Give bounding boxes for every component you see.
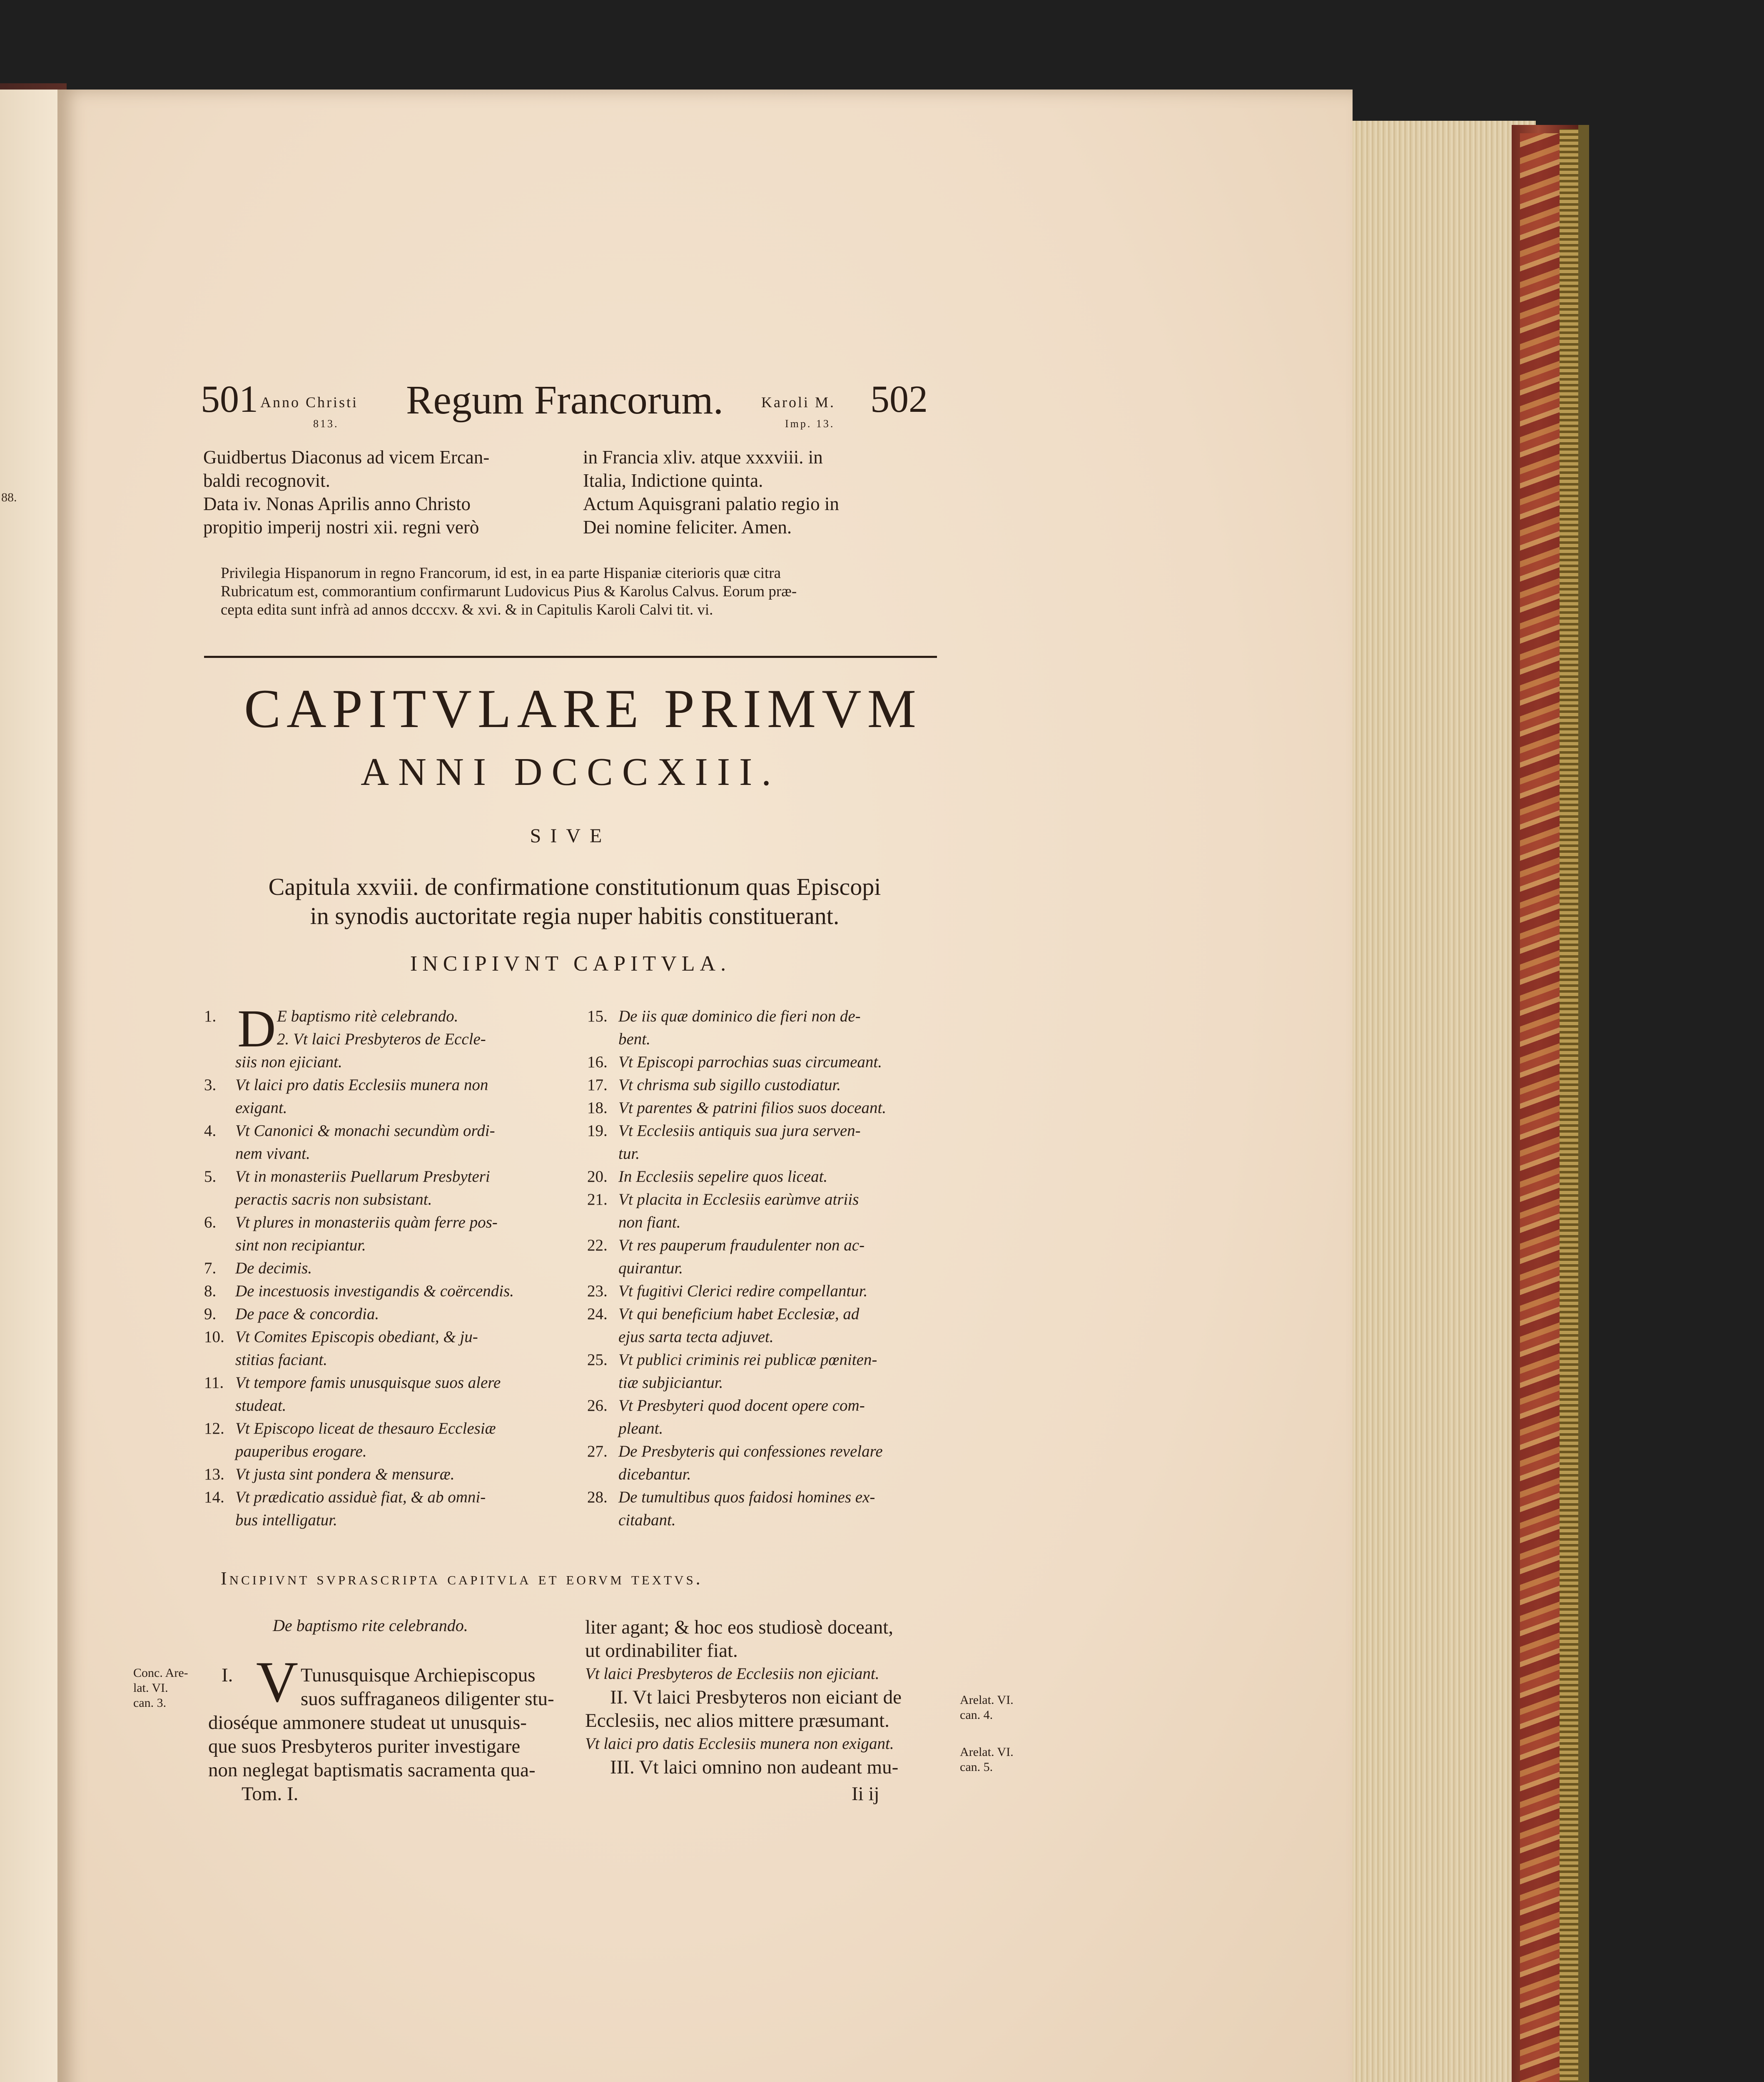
- page-number-right: 502: [870, 378, 928, 420]
- capitulum-line: [204, 1074, 571, 1097]
- drop-cap-v: V: [256, 1650, 299, 1714]
- capitulum-line: [587, 1189, 954, 1212]
- header-imp: Imp. 13.: [785, 418, 835, 430]
- capitulum-line: [204, 1189, 571, 1212]
- capitulum-text: Vt fugitivi Clerici redire compellantur.: [618, 1282, 868, 1300]
- header-title: Regum Francorum.: [406, 378, 724, 423]
- capitulum-text: Vt Presbyteri quod docent opere com-: [618, 1397, 865, 1415]
- capitulum-text: tiæ subjiciantur.: [618, 1374, 723, 1392]
- capitulum-text: Vt parentes & patrini filios suos doceant.: [618, 1099, 887, 1117]
- capitulum-number: 13.: [204, 1465, 224, 1483]
- page-edges: [1353, 121, 1536, 2082]
- capitulum-number: 26.: [587, 1397, 608, 1415]
- body-line: que suos Presbyteros puriter investigare: [208, 1736, 521, 1757]
- capitulum-line: [587, 1006, 954, 1029]
- capitulum-number: 7.: [204, 1259, 217, 1277]
- body-line: non neglegat baptismatis sacramenta qua-: [208, 1759, 536, 1781]
- page-number-left: 501: [201, 378, 258, 420]
- incipiunt-capitula: INCIPIVNT CAPITVLA.: [410, 952, 731, 976]
- capitulum-text: Vt Episcopi parrochias suas circumeant.: [618, 1053, 882, 1071]
- capitulum-text: tur.: [618, 1145, 640, 1163]
- capitulum-number: 18.: [587, 1099, 608, 1117]
- marbled-endpaper: [1520, 133, 1560, 2082]
- capitulum-number: 10.: [204, 1328, 224, 1346]
- capitulum-number: 20.: [587, 1168, 608, 1185]
- footer-tom: Tom. I.: [242, 1783, 299, 1805]
- footer-signature: Ii ij: [852, 1783, 880, 1805]
- capitulum-line: [587, 1074, 954, 1097]
- capitulum-line: [204, 1464, 571, 1487]
- capitulum-text: Vt tempore famis unusquisque suos alere: [235, 1374, 501, 1392]
- capitulum-text: quirantur.: [618, 1259, 683, 1277]
- header-anno-year: 813.: [313, 418, 339, 430]
- body-col-right: liter agant; & hoc eos studiosè doceant, ut ordinabiliter fiat. Vt laici Presbyteros de Ecclesiis non ejiciant. II. Vt laici Presbyteros non eiciant de Ecclesiis, nec alios mittere præsumant. Vt laici pro datis Ecclesiis munera non exigant. III. Vt laici omnino non audeant mu-: [585, 1616, 902, 1778]
- capitulum-number: 19.: [587, 1122, 608, 1140]
- text-line: Dei nomine feliciter. Amen.: [583, 517, 792, 538]
- capitulum-text: dicebantur.: [618, 1465, 691, 1483]
- capitulum-text: nem vivant.: [235, 1145, 310, 1163]
- capitulum-line: [587, 1326, 954, 1349]
- header-anno: Anno Christi: [260, 394, 359, 411]
- subtitle-line-1: Capitula xxviii. de confirmatione constitutionum quas Episcopi: [268, 873, 881, 900]
- capitulum-text: De incestuosis investigandis & coërcendis.: [235, 1282, 514, 1300]
- body-sub-heading: De baptismo rite celebrando.: [273, 1616, 468, 1635]
- capitulum-line: [204, 1418, 571, 1441]
- capitulum-text: Vt Ecclesiis antiquis sua jura serven-: [618, 1122, 861, 1140]
- margin-note-right-1: Arelat. VI. can. 4.: [960, 1693, 1014, 1722]
- capitula-list-left: [204, 999, 571, 1559]
- capitulum-text: siis non ejiciant.: [235, 1053, 342, 1071]
- chapter-year: ANNI DCCCXIII.: [361, 750, 780, 794]
- capitulum-number: 25.: [587, 1351, 608, 1369]
- capitulum-text: Vt justa sint pondera & mensuræ.: [235, 1465, 455, 1483]
- text-line: Guidbertus Diaconus ad vicem Ercan-: [203, 447, 490, 468]
- capitulum-text: ejus sarta tecta adjuvet.: [618, 1328, 774, 1346]
- text-line: in Francia xliv. atque xxxviii. in: [583, 447, 823, 468]
- capitulum-text: bent.: [618, 1030, 650, 1048]
- capitulum-line: [587, 1487, 954, 1509]
- capitulum-line: [204, 1235, 571, 1258]
- capitulum-line: [204, 1280, 571, 1303]
- capitulum-line: [587, 1120, 954, 1143]
- capitulum-text: Vt prædicatio assiduè fiat, & ab omni-: [235, 1488, 486, 1506]
- capitulum-line: [587, 1029, 954, 1051]
- capitulum-text: studeat.: [235, 1397, 287, 1415]
- capitulum-line: [204, 1212, 571, 1235]
- capitulum-line: [587, 1097, 954, 1120]
- section-divider: [204, 656, 937, 658]
- body-line: dioséque ammonere studeat ut unusquis-: [208, 1712, 527, 1733]
- capitulum-number: 1.: [204, 1007, 217, 1025]
- capitulum-line: [204, 1349, 571, 1372]
- capitulum-text: Vt qui beneficium habet Ecclesiæ, ad: [618, 1305, 860, 1323]
- capitulum-text: De pace & concordia.: [235, 1305, 379, 1323]
- capitulum-line: [587, 1418, 954, 1441]
- text-line: baldi recognovit.: [203, 470, 330, 491]
- capitulum-number: 21.: [587, 1190, 608, 1208]
- text-line: Data iv. Nonas Aprilis anno Christo: [203, 493, 471, 514]
- capitulum-text: De decimis.: [235, 1259, 312, 1277]
- capitulum-line: [587, 1509, 954, 1532]
- capitulum-text: Vt plures in monasteriis quàm ferre pos-: [235, 1213, 498, 1231]
- capitulum-line: [204, 1509, 571, 1532]
- capitulum-line: [204, 1120, 571, 1143]
- left-page-margin-number: 88.: [1, 491, 17, 504]
- capitulum-text: In Ecclesiis sepelire quos liceat.: [618, 1168, 828, 1185]
- incipiunt-suprascripta: Incipivnt svprascripta capitvla et eorvm textvs.: [221, 1568, 703, 1589]
- capitulum-text: De iis quæ dominico die fieri non de-: [618, 1007, 861, 1025]
- capitulum-text: Vt Episcopo liceat de thesauro Ecclesiæ: [235, 1420, 496, 1437]
- intro-note: [221, 564, 962, 619]
- capitulum-line: [204, 1166, 571, 1189]
- drop-cap-d: D: [237, 999, 276, 1058]
- capitulum-line: [587, 1464, 954, 1487]
- text-line: Actum Aquisgrani palatio regio in: [583, 493, 839, 514]
- capitulum-number: 24.: [587, 1305, 608, 1323]
- capitulum-line: [204, 1143, 571, 1166]
- capitulum-line: [587, 1372, 954, 1395]
- body-line: Tunusquisque Archiepiscopus: [301, 1664, 536, 1686]
- capitulum-line: [204, 1097, 571, 1120]
- capitulum-line: [204, 1303, 571, 1326]
- margin-note-left: Conc. Are- lat. VI. can. 3.: [133, 1666, 188, 1710]
- capitulum-text: Vt publici criminis rei publicæ pœniten-: [618, 1351, 877, 1369]
- capitulum-number: 3.: [204, 1076, 217, 1094]
- sive-label: SIVE: [530, 825, 611, 847]
- capitulum-number: 11.: [204, 1374, 224, 1392]
- capitulum-line: [587, 1395, 954, 1418]
- capitulum-text: Vt Comites Episcopis obediant, & ju-: [235, 1328, 478, 1346]
- capitulum-number: 17.: [587, 1076, 608, 1094]
- text-line: Rubricatum est, commorantium confirmarunt Ludovicus Pius & Karolus Calvus. Eorum præ-: [221, 583, 797, 600]
- capitulum-number: 15.: [587, 1007, 608, 1025]
- capitulum-text: non fiant.: [618, 1213, 681, 1231]
- capitulum-text: pleant.: [618, 1420, 663, 1437]
- capitula-list-right: [587, 1006, 954, 1559]
- capitulum-text: Vt in monasteriis Puellarum Presbyteri: [235, 1168, 490, 1185]
- capitulum-line: [587, 1258, 954, 1280]
- capitulum-number: 27.: [587, 1442, 608, 1460]
- capitulum-text: citabant.: [618, 1511, 676, 1529]
- capitulum-line: [204, 1326, 571, 1349]
- capitulum-number: 23.: [587, 1282, 608, 1300]
- body-line-1-num: I.: [222, 1664, 233, 1686]
- chapter-subtitle: [183, 872, 966, 931]
- capitulum-text: stitias faciant.: [235, 1351, 328, 1369]
- capitulum-line: [204, 1258, 571, 1280]
- capitulum-text: pauperibus erogare.: [235, 1442, 367, 1460]
- capitulum-text: Vt Canonici & monachi secundùm ordi-: [235, 1122, 495, 1140]
- capitulum-line: [204, 1372, 571, 1395]
- capitulum-number: 8.: [204, 1282, 217, 1300]
- capitulum-line: [587, 1166, 954, 1189]
- capitulum-text: sint non recipiantur.: [235, 1236, 366, 1254]
- capitulum-text: Vt placita in Ecclesiis earùmve atriis: [618, 1190, 859, 1208]
- body-line: suos suffraganeos diligenter stu-: [301, 1688, 554, 1710]
- capitulum-text: Vt res pauperum fraudulenter non ac-: [618, 1236, 865, 1254]
- text-line: Privilegia Hispanorum in regno Francorum, id est, in ea parte Hispaniæ citerioris quæ citra: [221, 565, 781, 582]
- gilt-border: [1560, 129, 1578, 2082]
- capitulum-line: [204, 1395, 571, 1418]
- capitulum-number: 4.: [204, 1122, 217, 1140]
- capitulum-line: [587, 1051, 954, 1074]
- capitulum-number: 5.: [204, 1168, 217, 1185]
- text-line: propitio imperij nostri xii. regni verò: [203, 517, 479, 538]
- capitulum-line: [587, 1235, 954, 1258]
- capitulum-number: 9.: [204, 1305, 217, 1323]
- capitulum-number: 14.: [204, 1488, 224, 1506]
- intro-col-left: [203, 446, 570, 539]
- capitulum-line: [587, 1441, 954, 1464]
- text-line: cepta edita sunt infrà ad annos dcccxv. & xvi. & in Capitulis Karoli Calvi tit. vi.: [221, 601, 713, 618]
- capitulum-text: peractis sacris non subsistant.: [235, 1190, 432, 1208]
- header-karoli: Karoli M.: [761, 394, 835, 411]
- capitulum-line: [587, 1212, 954, 1235]
- capitulum-line: [204, 1441, 571, 1464]
- margin-note-right-2: Arelat. VI. can. 5.: [960, 1745, 1014, 1774]
- capitulum-number: 22.: [587, 1236, 608, 1254]
- capitulum-text: exigant.: [235, 1099, 287, 1117]
- capitulum-line: [204, 1487, 571, 1509]
- capitulum-line: [587, 1303, 954, 1326]
- chapter-title: CAPITVLARE PRIMVM: [244, 678, 922, 739]
- capitulum-text: 2. Vt laici Presbyteros de Eccle-: [277, 1030, 486, 1048]
- capitulum-line: [587, 1280, 954, 1303]
- capitulum-number: 16.: [587, 1053, 608, 1071]
- capitulum-number: 6.: [204, 1213, 217, 1231]
- intro-col-right: [583, 446, 949, 539]
- subtitle-line-2: in synodis auctoritate regia nuper habitis constituerant.: [310, 902, 840, 929]
- capitulum-number: 12.: [204, 1420, 224, 1437]
- capitulum-text: bus intelligatur.: [235, 1511, 337, 1529]
- text-line: Italia, Indictione quinta.: [583, 470, 763, 491]
- capitulum-text: De Presbyteris qui confessiones revelare: [618, 1442, 883, 1460]
- capitulum-line: [587, 1349, 954, 1372]
- capitulum-line: [587, 1143, 954, 1166]
- capitulum-text: E baptismo ritè celebrando.: [277, 1007, 458, 1025]
- capitulum-text: De tumultibus quos faidosi homines ex-: [618, 1488, 875, 1506]
- capitulum-number: 28.: [587, 1488, 608, 1506]
- capitulum-text: Vt chrisma sub sigillo custodiatur.: [618, 1076, 841, 1094]
- capitulum-text: Vt laici pro datis Ecclesiis munera non: [235, 1076, 488, 1094]
